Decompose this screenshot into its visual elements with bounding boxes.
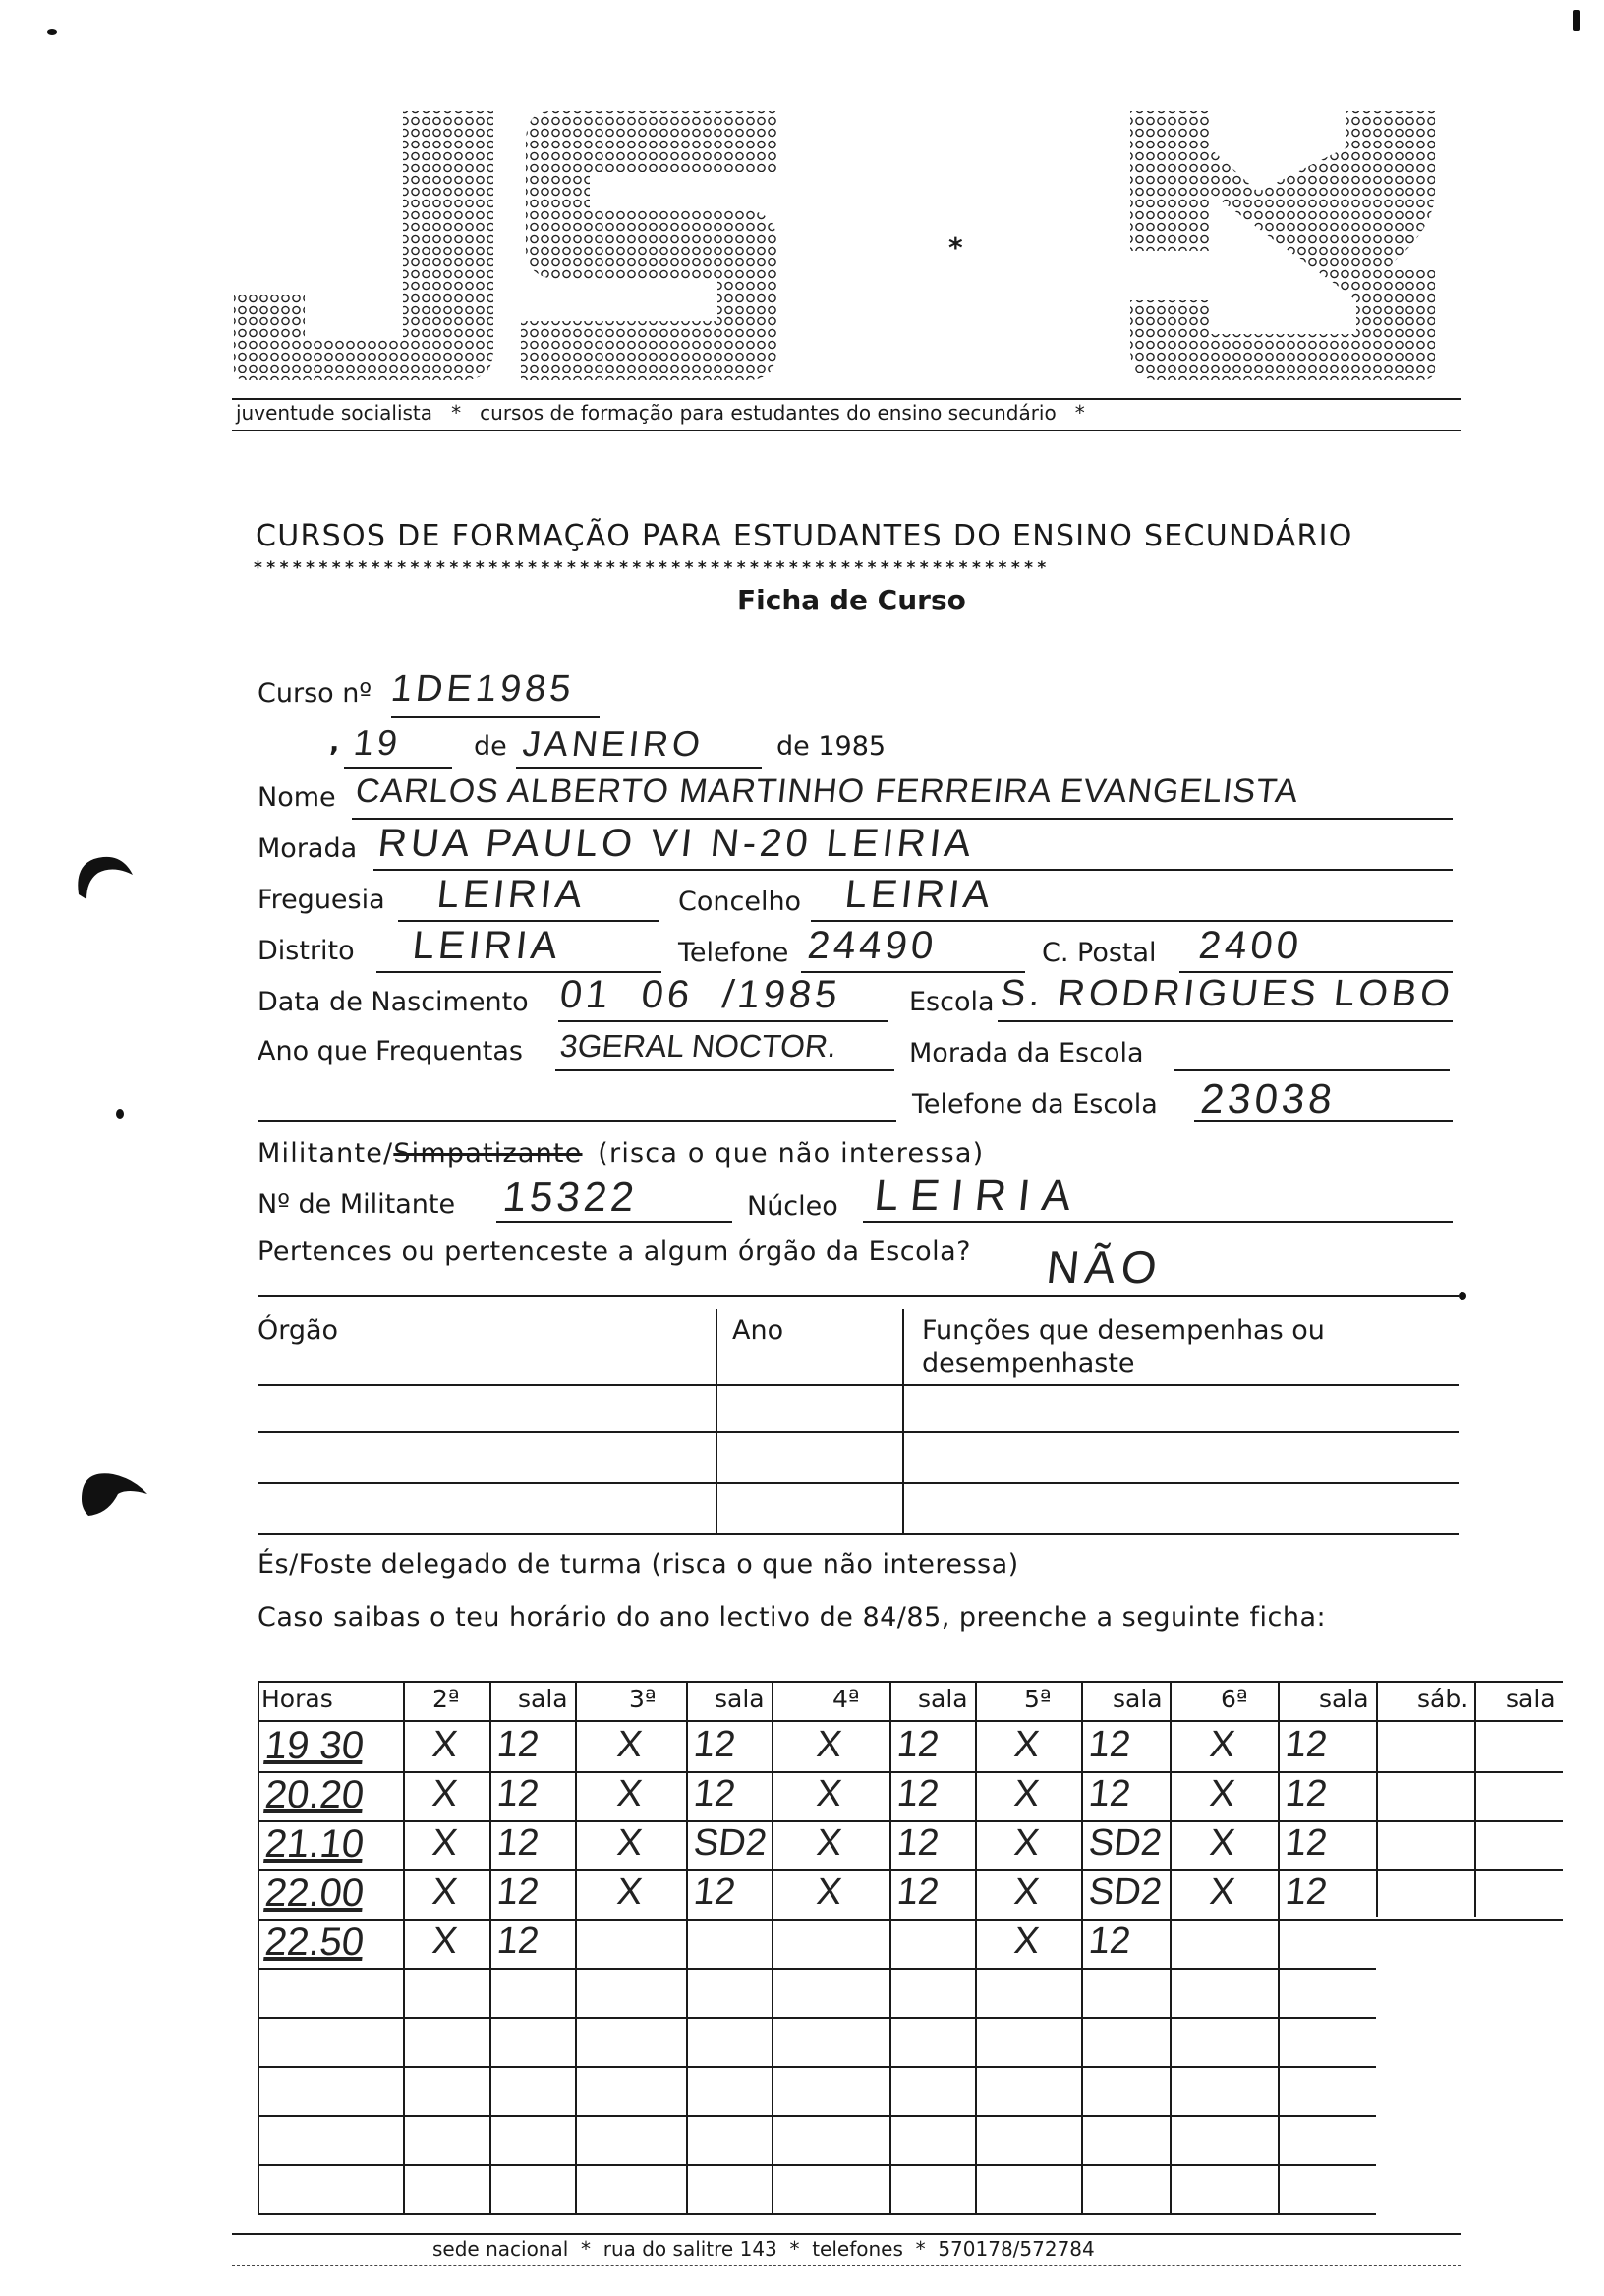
schedule-header-8: sala xyxy=(1113,1685,1163,1713)
schedule-row-rule xyxy=(258,2017,1376,2019)
nome-value[interactable]: CARLOS ALBERTO MARTINHO FERREIRA EVANGELISTA xyxy=(354,773,1301,810)
schedule-cell[interactable]: 12 xyxy=(494,1724,542,1765)
orgao-header-orgao: Órgão xyxy=(258,1315,339,1346)
orgao-header-funcoes-2: desempenhaste xyxy=(922,1349,1135,1379)
militante-label: Militante/ xyxy=(258,1138,394,1169)
logo xyxy=(226,103,1504,388)
schedule-time-cell[interactable]: 22.00 xyxy=(262,1871,367,1915)
scan-speck xyxy=(1573,10,1580,31)
schedule-col-divider xyxy=(975,1681,977,2213)
freguesia-value[interactable]: LEIRIA xyxy=(434,873,589,916)
nucleo-value[interactable]: LEIRIA xyxy=(872,1172,1086,1220)
scan-speck xyxy=(116,1109,124,1119)
scan-blob-left-2 xyxy=(74,1464,152,1523)
ano-value[interactable]: 3GERAL NOCTOR. xyxy=(558,1028,838,1063)
schedule-cell[interactable]: X xyxy=(614,1822,645,1864)
schedule-col-divider xyxy=(1474,1681,1476,1917)
schedule-cell[interactable]: 12 xyxy=(1283,1822,1330,1864)
telefone-label: Telefone xyxy=(678,938,789,968)
schedule-row-rule xyxy=(258,2213,1376,2215)
freguesia-underline xyxy=(398,920,659,922)
schedule-time-cell[interactable]: 22.50 xyxy=(262,1921,367,1964)
morada-escola-label: Morada da Escola xyxy=(909,1038,1144,1068)
telefone-value[interactable]: 24490 xyxy=(805,924,940,967)
nome-underline xyxy=(352,818,1453,820)
schedule-col-divider xyxy=(686,1681,688,2213)
orgao-row-line-3 xyxy=(258,1482,1459,1484)
cpostal-label: C. Postal xyxy=(1042,938,1157,968)
date-day-underline xyxy=(344,767,452,769)
schedule-header-6: sala xyxy=(918,1685,968,1713)
date-comma: , xyxy=(329,727,340,758)
schedule-cell[interactable]: X xyxy=(1011,1773,1042,1814)
orgao-question-underline xyxy=(258,1295,1459,1297)
schedule-row-rule xyxy=(258,2115,1376,2117)
curso-value[interactable]: 1DE1985 xyxy=(388,668,577,710)
schedule-header-0: Horas xyxy=(261,1685,333,1713)
concelho-value[interactable]: LEIRIA xyxy=(842,873,997,916)
delegado-text: És/Foste delegado de turma (risca o que não interessa) xyxy=(258,1549,1019,1579)
date-day[interactable]: 19 xyxy=(351,722,404,763)
date-de-label: de xyxy=(474,731,507,762)
schedule-cell[interactable]: 12 xyxy=(1283,1773,1330,1814)
morada-underline xyxy=(373,869,1453,871)
schedule-header-12: sala xyxy=(1506,1685,1556,1713)
footer-rule-bottom xyxy=(232,2265,1461,2266)
schedule-cell[interactable]: 12 xyxy=(894,1822,942,1864)
morada-escola-underline-2 xyxy=(258,1120,896,1122)
militante-note: (risca o que não interessa) xyxy=(598,1138,985,1169)
schedule-cell[interactable]: X xyxy=(814,1822,844,1864)
schedule-cell[interactable]: 12 xyxy=(1086,1724,1133,1765)
escola-underline xyxy=(998,1020,1453,1022)
schedule-header-11: sáb. xyxy=(1417,1685,1469,1713)
page-title: CURSOS DE FORMAÇÃO PARA ESTUDANTES DO ENSINO SECUNDÁRIO xyxy=(256,519,1353,553)
schedule-col-divider xyxy=(489,1681,491,2213)
schedule-cell[interactable]: X xyxy=(614,1871,645,1913)
morada-value[interactable]: RUA PAULO VI N-20 LEIRIA xyxy=(375,822,977,865)
schedule-cell[interactable]: X xyxy=(1207,1871,1237,1913)
cpostal-value[interactable]: 2400 xyxy=(1196,924,1305,967)
orgao-row-line-1 xyxy=(258,1384,1459,1386)
schedule-row-rule xyxy=(258,2164,1376,2166)
morada-escola-underline xyxy=(1174,1069,1450,1071)
schedule-cell[interactable]: X xyxy=(614,1773,645,1814)
orgao-col-divider-2 xyxy=(902,1309,904,1535)
simpatizante-label-struck: Simpatizante xyxy=(393,1138,583,1169)
schedule-cell[interactable]: X xyxy=(1207,1773,1237,1814)
schedule-row-rule xyxy=(258,2066,1376,2068)
schedule-cell[interactable]: 12 xyxy=(894,1773,942,1814)
footer-rule xyxy=(232,2233,1461,2235)
schedule-col-divider xyxy=(258,1681,259,2213)
date-month-underline xyxy=(516,767,762,769)
schedule-cell[interactable]: 12 xyxy=(494,1871,542,1913)
schedule-cell[interactable]: X xyxy=(430,1871,460,1913)
schedule-header-2: sala xyxy=(518,1685,568,1713)
logo-js-mark xyxy=(226,103,1504,388)
nascimento-value[interactable]: 01 06 /1985 xyxy=(557,973,843,1016)
schedule-cell[interactable]: SD2 xyxy=(1086,1871,1165,1913)
schedule-cell[interactable]: X xyxy=(430,1822,460,1864)
num-militante-value[interactable]: 15322 xyxy=(500,1174,641,1220)
schedule-header-1: 2ª xyxy=(432,1685,460,1713)
orgao-header-ano: Ano xyxy=(732,1315,784,1346)
logo-rule-bottom xyxy=(232,430,1461,431)
title-stars: ************************************************************* xyxy=(254,558,1051,578)
nucleo-label: Núcleo xyxy=(747,1191,838,1222)
schedule-header-4: sala xyxy=(715,1685,765,1713)
curso-underline xyxy=(391,716,600,718)
schedule-cell[interactable]: SD2 xyxy=(1086,1822,1165,1864)
schedule-cell[interactable]: 12 xyxy=(691,1871,738,1913)
nucleo-underline xyxy=(863,1221,1453,1223)
telefone-escola-underline xyxy=(1194,1120,1453,1122)
nascimento-underline xyxy=(558,1020,888,1022)
num-militante-label: Nº de Militante xyxy=(258,1189,456,1220)
schedule-top-rule xyxy=(258,1681,1563,1683)
logo-separator: * xyxy=(948,231,963,263)
schedule-cell[interactable]: X xyxy=(1207,1822,1237,1864)
militante-line xyxy=(258,1138,984,1169)
telefone-escola-label: Telefone da Escola xyxy=(912,1089,1158,1119)
morada-label: Morada xyxy=(258,833,358,864)
orgao-answer[interactable]: NÃO xyxy=(1044,1241,1166,1292)
ink-dot xyxy=(1459,1292,1466,1300)
schedule-cell[interactable]: 12 xyxy=(494,1822,542,1864)
schedule-col-divider xyxy=(772,1681,773,2213)
scan-speck xyxy=(47,29,57,35)
schedule-header-10: sala xyxy=(1319,1685,1369,1713)
schedule-cell[interactable]: 12 xyxy=(494,1773,542,1814)
nome-label: Nome xyxy=(258,782,336,813)
schedule-cell[interactable]: X xyxy=(614,1724,645,1765)
date-year-label: de 1985 xyxy=(776,731,887,762)
distrito-value[interactable]: LEIRIA xyxy=(410,924,564,967)
schedule-cell[interactable]: X xyxy=(1011,1921,1042,1962)
schedule-col-divider xyxy=(1170,1681,1172,2213)
schedule-header-rule xyxy=(258,1720,1563,1722)
orgao-question: Pertences ou pertenceste a algum órgão da Escola? xyxy=(258,1236,971,1267)
schedule-cell[interactable]: X xyxy=(1207,1724,1237,1765)
escola-value[interactable]: S. RODRIGUES LOBO xyxy=(998,973,1457,1014)
schedule-cell[interactable]: X xyxy=(430,1921,460,1962)
schedule-time-cell[interactable]: 20.20 xyxy=(262,1773,367,1816)
schedule-cell[interactable]: X xyxy=(1011,1871,1042,1913)
num-militante-underline xyxy=(496,1221,732,1223)
ano-underline xyxy=(555,1069,894,1071)
telefone-escola-value[interactable]: 23038 xyxy=(1198,1075,1339,1121)
orgao-header-funcoes: Funções que desempenhas ou xyxy=(922,1315,1325,1346)
curso-label: Curso nº xyxy=(258,678,372,709)
schedule-col-divider xyxy=(1081,1681,1083,2213)
logo-rule-top xyxy=(232,398,1461,400)
concelho-label: Concelho xyxy=(678,887,802,917)
schedule-time-cell[interactable]: 21.10 xyxy=(262,1822,367,1866)
orgao-col-divider-1 xyxy=(716,1309,717,1535)
schedule-cell[interactable]: X xyxy=(814,1724,844,1765)
schedule-row-rule xyxy=(258,1968,1376,1970)
schedule-header-5: 4ª xyxy=(832,1685,860,1713)
schedule-cell[interactable]: X xyxy=(1011,1724,1042,1765)
ano-label: Ano que Frequentas xyxy=(258,1036,523,1066)
schedule-cell[interactable]: 12 xyxy=(691,1773,738,1814)
schedule-cell[interactable]: 12 xyxy=(1283,1724,1330,1765)
schedule-cell[interactable]: 12 xyxy=(1086,1773,1133,1814)
orgao-row-line-2 xyxy=(258,1431,1459,1433)
schedule-header-9: 6ª xyxy=(1221,1685,1248,1713)
form-subtitle: Ficha de Curso xyxy=(737,584,966,616)
schedule-cell[interactable]: 12 xyxy=(894,1724,942,1765)
schedule-col-divider xyxy=(889,1681,891,2213)
date-month[interactable]: JANEIRO xyxy=(520,723,707,764)
logo-tagline: juventude socialista * cursos de formação para estudantes do ensino secundário * xyxy=(236,401,1085,425)
escola-label: Escola xyxy=(909,987,995,1017)
schedule-col-divider xyxy=(1376,1681,1378,1917)
schedule-cell[interactable]: X xyxy=(1011,1822,1042,1864)
horario-text: Caso saibas o teu horário do ano lectivo de 84/85, preenche a seguinte ficha: xyxy=(258,1602,1327,1633)
schedule-cell[interactable]: 12 xyxy=(691,1724,738,1765)
schedule-cell[interactable]: X xyxy=(430,1724,460,1765)
schedule-header-3: 3ª xyxy=(629,1685,657,1713)
schedule-col-divider xyxy=(575,1681,577,2213)
schedule-cell[interactable]: 12 xyxy=(1086,1921,1133,1962)
schedule-cell[interactable]: 12 xyxy=(1283,1871,1330,1913)
schedule-cell[interactable]: X xyxy=(430,1773,460,1814)
schedule-col-divider xyxy=(1278,1681,1280,2213)
distrito-label: Distrito xyxy=(258,936,355,966)
footer-text: sede nacional * rua do salitre 143 * telefones * 570178/572784 xyxy=(432,2237,1095,2261)
nascimento-label: Data de Nascimento xyxy=(258,987,529,1017)
schedule-time-cell[interactable]: 19 30 xyxy=(262,1724,367,1767)
concelho-underline xyxy=(811,920,1453,922)
orgao-row-line-4 xyxy=(258,1533,1459,1535)
schedule-cell[interactable]: X xyxy=(814,1871,844,1913)
schedule-cell[interactable]: X xyxy=(814,1773,844,1814)
schedule-col-divider xyxy=(403,1681,405,2213)
schedule-cell[interactable]: 12 xyxy=(894,1871,942,1913)
schedule-cell[interactable]: SD2 xyxy=(691,1822,770,1864)
schedule-cell[interactable]: 12 xyxy=(494,1921,542,1962)
freguesia-label: Freguesia xyxy=(258,885,385,915)
schedule-header-7: 5ª xyxy=(1024,1685,1052,1713)
scan-blob-left-1 xyxy=(69,845,138,904)
